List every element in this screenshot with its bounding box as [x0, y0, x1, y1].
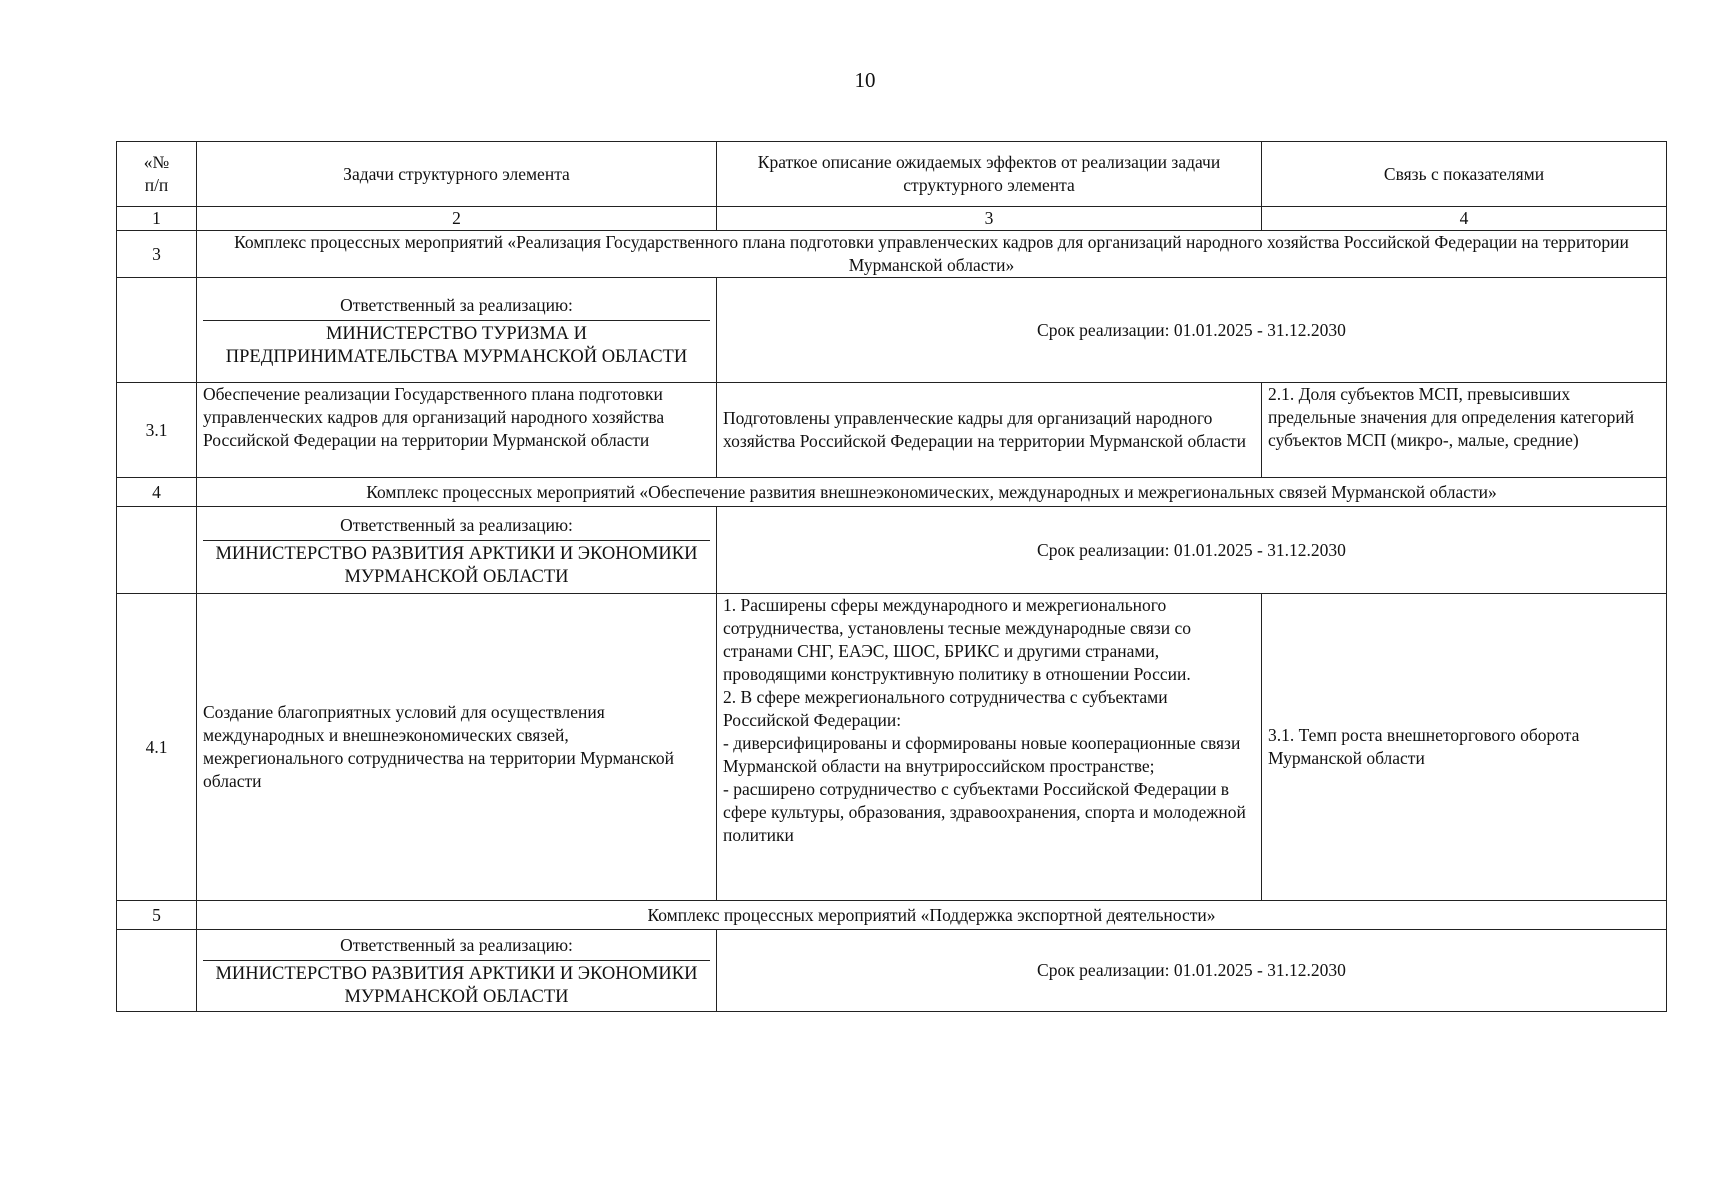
section-title: Комплекс процессных мероприятий «Обеспечение развития внешнеэкономических, международных и межрегиональных связей Мурманской области» — [197, 478, 1667, 507]
responsible-cell — [197, 507, 717, 594]
responsible-row — [117, 930, 1667, 1012]
section-row — [117, 901, 1667, 930]
section-row — [117, 478, 1667, 507]
task-number: 4.1 — [117, 594, 197, 901]
header-number: «№ п/п — [117, 142, 197, 207]
responsible-organization: МИНИСТЕРСТВО РАЗВИТИЯ АРКТИКИ И ЭКОНОМИКИ МУРМАНСКОЙ ОБЛАСТИ — [215, 964, 698, 1007]
responsible-row — [117, 278, 1667, 383]
section-title: Комплекс процессных мероприятий «Реализация Государственного плана подготовки управленческих кадров для организаций народного хозяйства Российской Федерации на территории Мурманской области» — [197, 231, 1667, 278]
task-effect: 1. Расширены сферы международного и межрегионального сотрудничества, установлены тесные международные связи со странами СНГ, ЕАЭС, ШОС, БРИКС и другими странами, проводящими конструктивную политику в отношении России. 2. В сфере межрегионального сотрудничества с субъектами Российской Федерации: - диверсифицированы и сформированы новые кооперационные связи Мурманской области на внутрироссийском пространстве; - расширено сотрудничество с субъектами Российской Федерации в сфере культуры, образования, здравоохранения, спорта и молодежной политики — [717, 594, 1262, 901]
column-number: 4 — [1262, 207, 1667, 231]
responsible-label: Ответственный за реализацию: — [203, 930, 710, 961]
task-number: 3.1 — [117, 383, 197, 478]
task-indicator: 2.1. Доля субъектов МСП, превысивших предельные значения для определения категорий субъектов МСП (микро-, малые, средние) — [1262, 383, 1667, 478]
implementation-term: Срок реализации: 01.01.2025 - 31.12.2030 — [717, 507, 1667, 594]
empty-cell — [117, 930, 197, 1012]
section-number: 4 — [117, 478, 197, 507]
responsible-organization: МИНИСТЕРСТВО РАЗВИТИЯ АРКТИКИ И ЭКОНОМИКИ МУРМАНСКОЙ ОБЛАСТИ — [215, 543, 698, 587]
section-row — [117, 231, 1667, 278]
header-indicators: Связь с показателями — [1262, 142, 1667, 207]
task-row — [117, 383, 1667, 478]
section-number: 3 — [117, 231, 197, 278]
task-description: Создание благоприятных условий для осуществления международных и внешнеэкономических связей, межрегионального сотрудничества на территории Мурманской области — [197, 594, 717, 901]
implementation-term: Срок реализации: 01.01.2025 - 31.12.2030 — [717, 278, 1667, 383]
implementation-term: Срок реализации: 01.01.2025 - 31.12.2030 — [717, 930, 1667, 1012]
task-description: Обеспечение реализации Государственного плана подготовки управленческих кадров для организаций народного хозяйства Российской Федерации на территории Мурманской области — [197, 383, 717, 478]
responsible-cell — [197, 930, 717, 1012]
task-indicator: 3.1. Темп роста внешнеторгового оборота Мурманской области — [1262, 594, 1667, 901]
task-row — [117, 594, 1667, 901]
header-tasks: Задачи структурного элемента — [197, 142, 717, 207]
section-number: 5 — [117, 901, 197, 930]
task-effect: Подготовлены управленческие кадры для организаций народного хозяйства Российской Федерации на территории Мурманской области — [717, 383, 1262, 478]
responsible-row — [117, 507, 1667, 594]
column-number-row — [117, 207, 1667, 231]
structural-elements-table — [116, 141, 1667, 1012]
empty-cell — [117, 507, 197, 594]
table-header-row — [117, 142, 1667, 207]
empty-cell — [117, 278, 197, 383]
responsible-organization: МИНИСТЕРСТВО ТУРИЗМА И ПРЕДПРИНИМАТЕЛЬСТВА МУРМАНСКОЙ ОБЛАСТИ — [225, 323, 688, 367]
header-effects: Краткое описание ожидаемых эффектов от реализации задачи структурного элемента — [717, 142, 1262, 207]
section-title: Комплекс процессных мероприятий «Поддержка экспортной деятельности» — [197, 901, 1667, 930]
column-number: 3 — [717, 207, 1262, 231]
page-number: 10 — [854, 68, 876, 92]
responsible-label: Ответственный за реализацию: — [203, 290, 710, 321]
responsible-cell — [197, 278, 717, 383]
responsible-label: Ответственный за реализацию: — [203, 510, 710, 541]
column-number: 2 — [197, 207, 717, 231]
column-number: 1 — [117, 207, 197, 231]
